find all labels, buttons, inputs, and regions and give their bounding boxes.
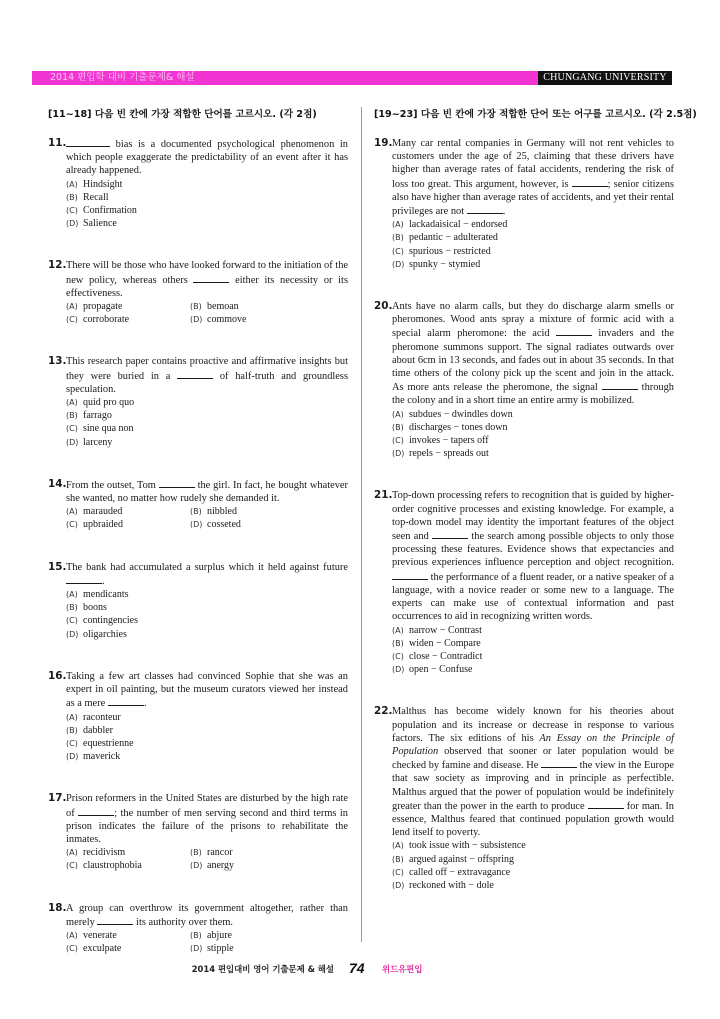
option-c[interactable]: (C) called off − extravagance (392, 866, 511, 878)
question-stem: Top-down processing refers to recognition that is guided by higher-order cognitive processes and existing knowledge. For example, a top-down model may identity the important features of the object seen and the search among possible objects to only those processing these features. Evidence shows that expectancies and previous experiences influence perception and object recognition. the performance of a fluent reader, or a native speaker of a language, with a novice reader or some new to a language. The experts can make use of contextual information and past occurrences to aid in recognizing written words. (392, 490, 674, 623)
right-column (374, 108, 697, 892)
question-number: 16. (48, 669, 67, 682)
options-list (66, 711, 348, 764)
option-d[interactable]: (D) oligarchies (66, 628, 127, 640)
option-c[interactable]: (C) corroborate (66, 314, 130, 326)
options-list (392, 624, 674, 677)
answer-blank (588, 799, 624, 809)
section-title-11-18: [11~18] 다음 빈 칸에 가장 적합한 단어를 고르시오. (각 2점) (48, 109, 317, 120)
options-list (66, 300, 348, 326)
option-b[interactable]: (B) argued against − offspring (392, 853, 514, 865)
option-d[interactable]: (D) larceny (66, 436, 113, 448)
option-d[interactable]: (D) maverick (66, 751, 121, 763)
section-title-19-23: [19~23] 다음 빈 칸에 가장 적합한 단어 또는 어구를 고르시오. (각 2.5점) (374, 109, 697, 120)
question-stem: Ants have no alarm calls, but they do discharge alarm smells or pheromones. Wood ants spray a mixture of formic acid with a special alarm pheromone: the acid invaders and the pheromone summons support. The signal radiates outwards over about 6cm in 13 seconds, and fades out in about 35 seconds. In that time others of the colony pick up the scent and join in the attack. As more ants release the pheromone, the signal through the colony and in a short time an entire army is mobilized. (392, 301, 675, 407)
option-c[interactable]: (C) sine qua non (66, 423, 134, 435)
question-20 (374, 300, 674, 460)
answer-blank (66, 137, 110, 147)
option-c[interactable]: (C) contingencies (66, 615, 138, 627)
option-b[interactable]: (B) Recall (66, 191, 109, 203)
answer-blank (78, 806, 114, 816)
question-stem: bias is a documented psychological phenomenon in which people exaggerate the predictability of an event after it has already happened. (66, 139, 348, 177)
answer-blank (193, 273, 229, 283)
option-c[interactable]: (C) Confirmation (66, 205, 137, 217)
question-number: 13. (48, 355, 67, 368)
question-22 (374, 705, 674, 892)
option-b[interactable]: (B) farrago (66, 410, 112, 422)
option-a[interactable]: (A) Hindsight (66, 178, 123, 190)
question-number: 14. (48, 477, 67, 490)
question-12 (48, 259, 348, 326)
option-b[interactable]: (B) boons (66, 602, 107, 614)
option-d[interactable]: (D) stipple (190, 943, 234, 955)
option-a[interactable]: (A) mendicants (66, 589, 129, 601)
question-number: 17. (48, 792, 67, 805)
answer-blank (392, 570, 428, 580)
question-16 (48, 670, 348, 763)
option-c[interactable]: (C) close − Contradict (392, 650, 483, 662)
option-d[interactable]: (D) Salience (66, 218, 117, 230)
option-a[interactable]: (A) venerate (66, 929, 117, 941)
option-b[interactable]: (B) bemoan (190, 301, 239, 313)
option-d[interactable]: (D) cosseted (190, 519, 241, 531)
options-list (66, 178, 348, 231)
question-stem: Many car rental companies in Germany will not rent vehicles to customers under the age of 25, claiming that these drivers have higher than average rates of fatal accidents, rendering the risk of loss too great. This argument, however, is ; senior citizens also have higher than average rates of accidents, and yet their rental privileges are not . (392, 138, 674, 218)
option-b[interactable]: (B) pedantic − adulterated (392, 232, 498, 244)
question-number: 22. (374, 705, 393, 718)
options-list (66, 588, 348, 641)
question-number: 15. (48, 560, 67, 573)
option-b[interactable]: (B) discharges − tones down (392, 421, 508, 433)
option-a[interactable]: (A) quid pro quo (66, 397, 135, 409)
option-c[interactable]: (C) claustrophobia (66, 860, 142, 872)
option-a[interactable]: (A) lackadaisical − endorsed (392, 219, 508, 231)
answer-blank (556, 326, 592, 336)
option-b[interactable]: (B) widen − Compare (392, 637, 481, 649)
options-list (66, 846, 348, 872)
header-bar (32, 71, 672, 85)
option-c[interactable]: (C) invokes − tapers off (392, 435, 489, 447)
option-a[interactable]: (A) raconteur (66, 711, 121, 723)
option-b[interactable]: (B) abjure (190, 929, 232, 941)
option-a[interactable]: (A) propagate (66, 301, 123, 313)
question-17 (48, 792, 348, 872)
question-stem: Prison reformers in the United States are disturbed by the high rate of ; the number of men serving second and third terms in prison indicates the failure of the prisons to rehabilitate the inmates. (66, 793, 348, 845)
question-number: 19. (374, 137, 393, 149)
answer-blank (572, 177, 608, 187)
option-a[interactable]: (A) recidivism (66, 847, 126, 859)
option-b[interactable]: (B) nibbled (190, 506, 237, 518)
question-14 (48, 478, 348, 532)
header-title: 2014 편입학 대비 기출문제& 해설 (50, 72, 195, 83)
question-number: 11. (48, 137, 67, 149)
column-divider (361, 107, 362, 942)
option-d[interactable]: (D) reckoned with − dole (392, 879, 494, 891)
question-stem: Malthus has become widely known for his theories about population and its increase or decrease in response to various factors. The six editions of his An Essay on the Principle of Population observed that sooner or later population would be checked by famine and disease. He the view in the Europe that saw society as improving and in principle as perfectible. Malthus argued that the power of population would be indefinitely greater than the power in the earth to produce for man. In essence, Malthus feared that continued population growth would lend itself to poverty. (392, 706, 674, 839)
options-list (66, 505, 348, 531)
option-d[interactable]: (D) anergy (190, 860, 235, 872)
options-list (392, 218, 674, 271)
question-21 (374, 489, 674, 676)
option-c[interactable]: (C) spurious − restricted (392, 245, 491, 257)
page-number: 74 (349, 960, 365, 976)
option-d[interactable]: (D) commove (190, 314, 247, 326)
option-b[interactable]: (B) dabbler (66, 724, 113, 736)
answer-blank (541, 758, 577, 768)
answer-blank (66, 574, 102, 584)
footer-book-title: 2014 편입대비 영어 기출문제 & 해설 (191, 964, 334, 974)
question-number: 20. (374, 300, 393, 313)
answer-blank (432, 529, 468, 539)
option-d[interactable]: (D) repels − spreads out (392, 448, 489, 460)
question-18 (48, 902, 348, 956)
option-d[interactable]: (D) open − Confuse (392, 664, 473, 676)
option-c[interactable]: (C) upbraided (66, 519, 123, 531)
answer-blank (108, 696, 144, 706)
option-d[interactable]: (D) spunky − stymied (392, 258, 481, 270)
footer-publisher: 위드유편입 (382, 964, 423, 974)
question-15 (48, 561, 348, 641)
option-a[interactable]: (A) narrow − Contrast (392, 624, 482, 636)
question-number: 21. (374, 489, 393, 502)
question-stem: From the outset, Tom the girl. In fact, he bought whatever she wanted, no matter how rudely she demanded it. (66, 479, 348, 505)
options-list (66, 929, 348, 955)
question-19 (374, 137, 674, 271)
answer-blank (602, 380, 638, 390)
option-a[interactable]: (A) subdues − dwindles down (392, 408, 513, 420)
left-column (48, 108, 348, 955)
university-label: CHUNGANG UNIVERSITY (538, 71, 672, 85)
answer-blank (159, 478, 195, 488)
option-a[interactable]: (A) marauded (66, 506, 123, 518)
question-13 (48, 355, 348, 448)
book-title: An Essay on the Principle of Population (392, 732, 674, 757)
question-stem: There will be those who have looked forward to the initiation of the new policy, whereas others either its necessity or its effectiveness. (66, 260, 348, 299)
option-c[interactable]: (C) exculpate (66, 943, 122, 955)
question-number: 12. (48, 259, 67, 272)
question-stem: This research paper contains proactive and affirmative insights but they were buried in a of half-truth and groundless speculation. (66, 356, 348, 395)
question-stem: A group can overthrow its government altogether, rather than merely its authority over them. (66, 902, 348, 928)
options-list (66, 396, 348, 449)
option-b[interactable]: (B) rancor (190, 847, 233, 859)
option-c[interactable]: (C) equestrienne (66, 737, 134, 749)
answer-blank (177, 369, 213, 379)
question-11 (48, 137, 348, 230)
page-footer (0, 960, 720, 976)
answer-blank (97, 915, 133, 925)
question-number: 18. (48, 901, 67, 914)
option-a[interactable]: (A) took issue with − subsistence (392, 840, 526, 852)
question-stem: The bank had accumulated a surplus which it held against future . (66, 561, 348, 587)
options-list (392, 408, 674, 461)
options-list (392, 839, 674, 892)
question-stem: Taking a few art classes had convinced Sophie that she was an expert in oil painting, but the museum curators viewed her instead as a mere . (66, 670, 348, 710)
answer-blank (467, 204, 503, 214)
